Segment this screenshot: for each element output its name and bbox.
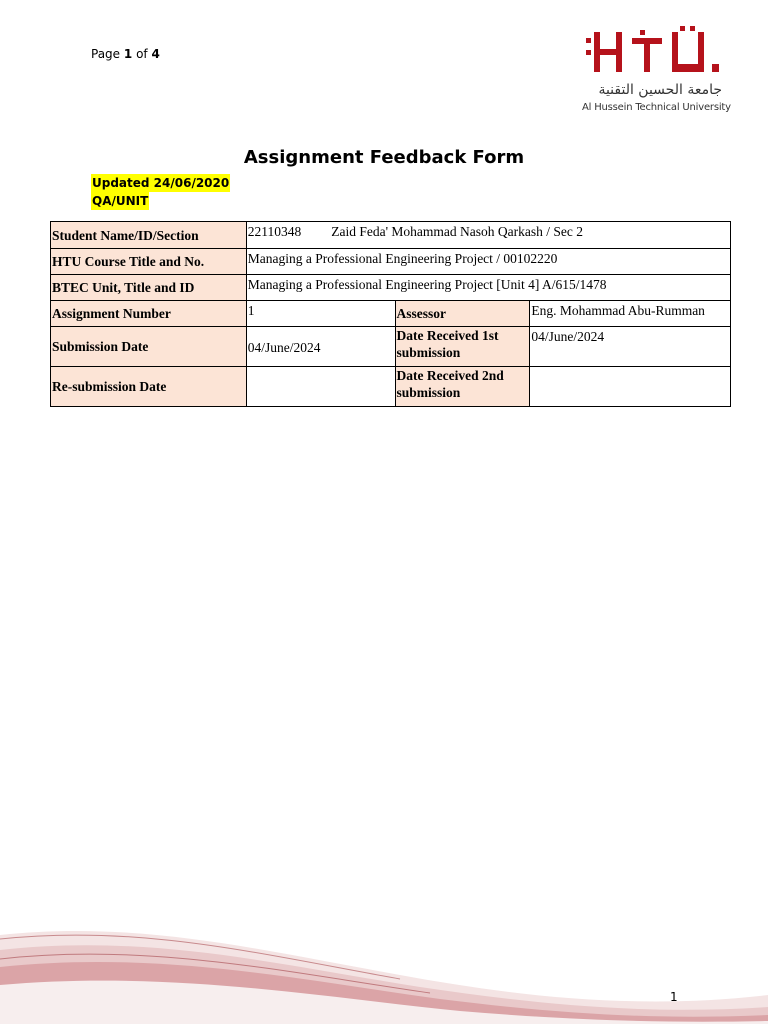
- table-row: [51, 367, 731, 407]
- form-title-text: Assignment Feedback Form: [243, 147, 525, 168]
- logo-arabic-name: جامعة الحسين التقنية: [598, 82, 722, 98]
- submission-date-label: Submission Date: [51, 327, 247, 367]
- submission-date-value: 04/June/2024: [246, 327, 395, 367]
- page-counter: [91, 47, 160, 61]
- page-title: [0, 147, 768, 168]
- assessor-label: Assessor: [395, 301, 530, 327]
- assignment-number-label: Assignment Number: [51, 301, 247, 327]
- course-label: HTU Course Title and No.: [51, 249, 247, 275]
- received-2nd-label: Date Received 2nd submission: [395, 367, 530, 407]
- table-row: [51, 301, 731, 327]
- resubmission-date-value: [246, 367, 395, 407]
- received-2nd-value: [530, 367, 731, 407]
- page-of: of: [136, 47, 148, 61]
- footer-page-number: 1: [670, 990, 678, 1004]
- feedback-table: [50, 221, 731, 407]
- page-current: 1: [123, 47, 133, 61]
- page-prefix: Page: [91, 47, 121, 61]
- table-row: [51, 249, 731, 275]
- table-row: [51, 327, 731, 367]
- course-value: Managing a Professional Engineering Project / 00102220: [246, 249, 730, 275]
- assignment-number-value: 1: [246, 301, 395, 327]
- htu-logo-mark: [580, 26, 725, 80]
- student-value: [246, 222, 730, 249]
- btec-label: BTEC Unit, Title and ID: [51, 275, 247, 301]
- btec-value: Managing a Professional Engineering Project [Unit 4] A/615/1478: [246, 275, 730, 301]
- footer-wave-decoration: [0, 915, 768, 1024]
- page-total: 4: [151, 47, 160, 61]
- received-1st-label: Date Received 1st submission: [395, 327, 530, 367]
- student-id: 22110348: [247, 224, 302, 239]
- logo-english-name: Al Hussein Technical University: [582, 102, 731, 113]
- table-row: [51, 275, 731, 301]
- resubmission-date-label: Re-submission Date: [51, 367, 247, 407]
- updated-date-note: Updated 24/06/2020: [92, 176, 230, 190]
- received-1st-value: 04/June/2024: [530, 327, 731, 367]
- assessor-value: Eng. Mohammad Abu-Rumman: [530, 301, 731, 327]
- update-note: [91, 174, 230, 210]
- htu-logo: [580, 26, 731, 118]
- qa-unit-note: QA/UNIT: [92, 194, 149, 208]
- student-name: Zaid Feda' Mohammad Nasoh Qarkash / Sec 2: [331, 224, 583, 239]
- student-label: Student Name/ID/Section: [51, 222, 247, 249]
- table-row: [51, 222, 731, 249]
